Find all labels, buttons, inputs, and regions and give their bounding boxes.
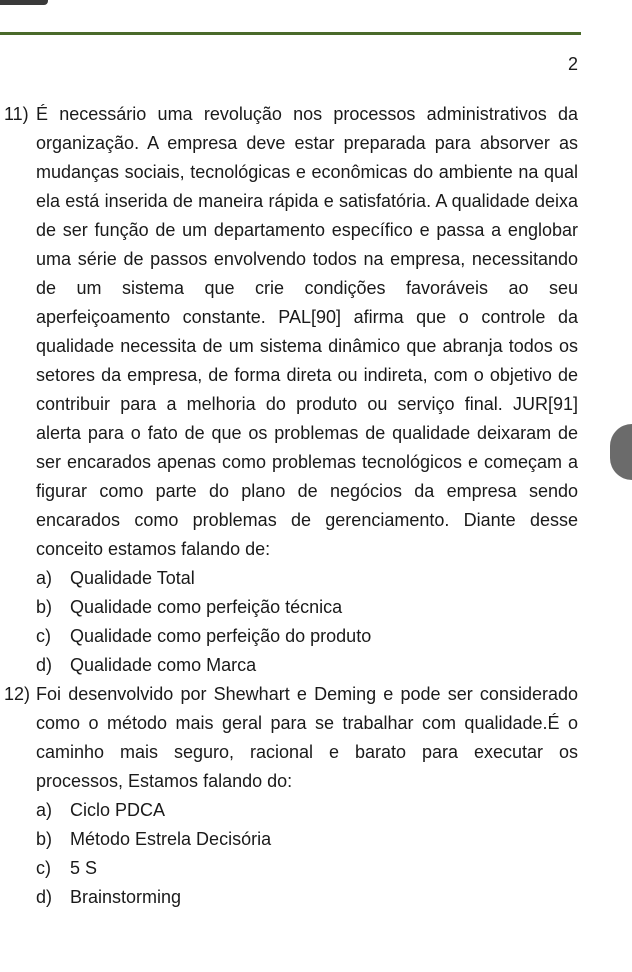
option-letter: d): [36, 655, 53, 675]
answer-option: [36, 622, 578, 651]
option-letter: b): [36, 597, 53, 617]
answer-option: [36, 564, 578, 593]
question-text: É necessário uma revolução nos processos administrativos da organização. A empresa deve estar preparada para absorver as mudanças sociais, tecnológicas e econômicas do ambiente na qual ela está inserida de maneira rápida e satisfatória. A qualidade deixa de ser função de um departamento específico e passa a englobar uma série de passos envolvendo todos na empresa, necessitando de um sistema que crie condições favoráveis ao seu aperfeiçoamento constante. PAL[90] afirma que o controle da qualidade necessita de um sistema dinâmico que abranja todos os setores da empresa, de forma direta ou indireta, com o objetivo de contribuir para a melhoria do produto ou serviço final. JUR[91] alerta para o fato de que os problemas de qualidade deixaram de ser encarados apenas como problemas tecnológicos e começam a figurar como parte do plano de negócios da empresa sendo encarados como problemas de gerenciamento. Diante desse conceito estamos falando de:: [36, 104, 578, 559]
option-letter: a): [36, 568, 53, 588]
option-letter: a): [36, 800, 53, 820]
side-tab-handle: [610, 424, 632, 480]
option-text: Qualidade como perfeição técnica: [70, 597, 343, 617]
question-number: 11): [4, 104, 29, 124]
question-text: Foi desenvolvido por Shewhart e Deming e pode ser considerado como o método mais geral para se trabalhar com qualidade.É o caminho mais seguro, racional e barato para executar os processos, Estamos falando do:: [36, 684, 578, 791]
question-12: [4, 680, 578, 912]
option-text: Qualidade Total: [70, 568, 195, 588]
answer-option: [36, 796, 578, 825]
question-number: 12): [4, 684, 31, 704]
answer-option: [36, 651, 578, 680]
header-rule: [0, 32, 581, 35]
answer-options: [36, 564, 578, 680]
question-body: [36, 100, 578, 680]
option-text: Qualidade como Marca: [70, 655, 257, 675]
document-body: [4, 100, 578, 912]
option-text: Ciclo PDCA: [70, 800, 166, 820]
option-text: 5 S: [70, 858, 98, 878]
option-text: Brainstorming: [70, 887, 182, 907]
top-corner-decoration: [0, 0, 48, 5]
option-letter: c): [36, 858, 51, 878]
question-body: [36, 680, 578, 912]
option-text: Método Estrela Decisória: [70, 829, 272, 849]
page-number: 2: [567, 54, 578, 74]
answer-option: [36, 593, 578, 622]
option-text: Qualidade como perfeição do produto: [70, 626, 372, 646]
answer-option: [36, 825, 578, 854]
answer-options: [36, 796, 578, 912]
answer-option: [36, 854, 578, 883]
option-letter: c): [36, 626, 51, 646]
option-letter: d): [36, 887, 53, 907]
answer-option: [36, 883, 578, 912]
option-letter: b): [36, 829, 53, 849]
question-11: [4, 100, 578, 680]
